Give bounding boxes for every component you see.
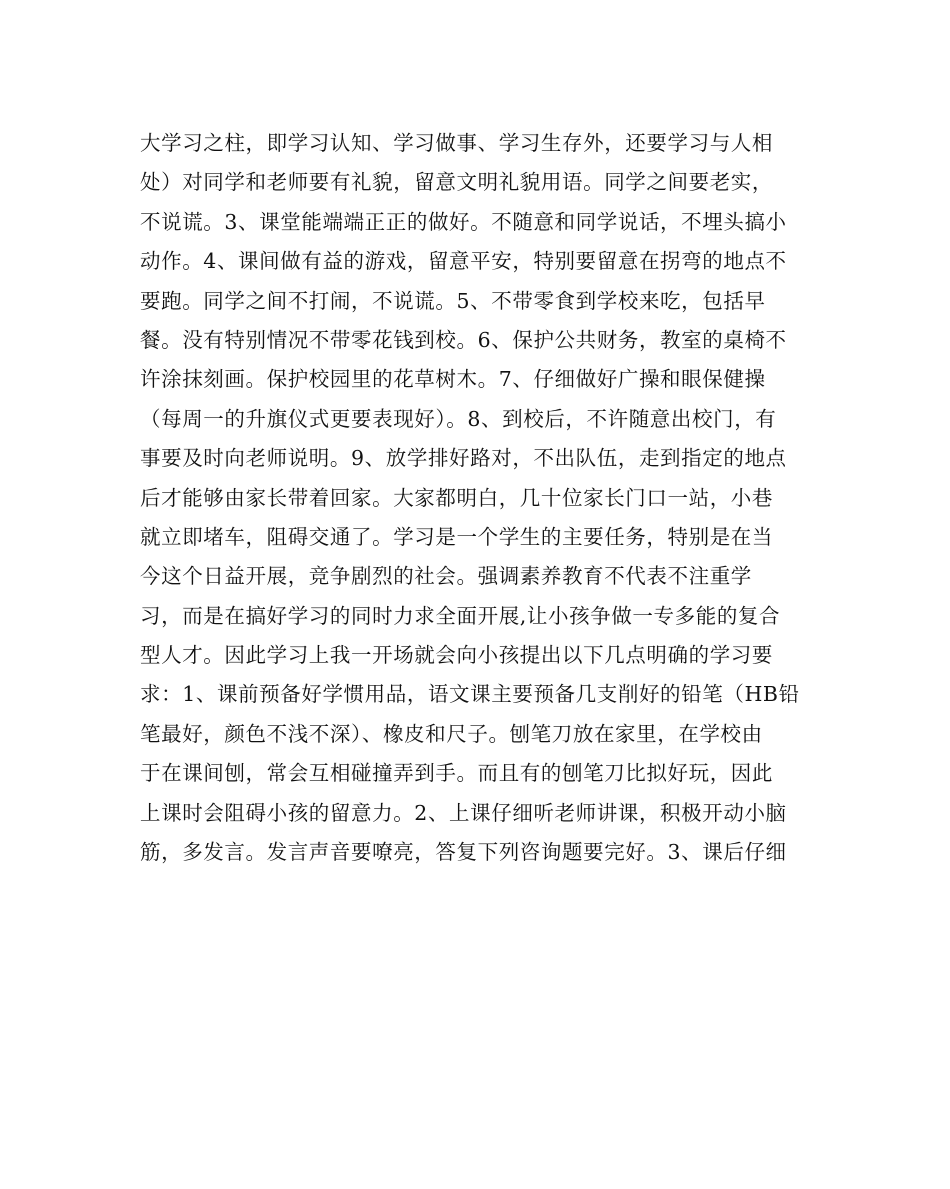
text-line: 习，而是在搞好学习的同时力求全面开展,让小孩争做一专多能的复合: [140, 603, 781, 628]
text-line: 上课时会阻碍小孩的留意力。2、上课仔细听老师讲课，积极开动小脑: [140, 800, 787, 825]
text-line: 于在课间刨，常会互相碰撞弄到手。而且有的刨笔刀比拟好玩，因此: [140, 761, 773, 786]
text-line: 大学习之柱，即学习认知、学习做事、学习生存外，还要学习与人相: [140, 131, 773, 155]
text-line: 笔最好，颜色不浅不深）、橡皮和尺子。刨笔刀放在家里，在学校由: [140, 721, 763, 746]
text-line: 许涂抹刻画。保护校园里的花草树木。7、仔细做好广操和眼保健操: [140, 367, 766, 392]
text-line: 今这个日益开展，竞争剧烈的社会。强调素养教育不代表不注重学: [140, 564, 752, 589]
text-line: 要跑。同学之间不打闹，不说谎。5、不带零食到学校来吃，包括早: [140, 288, 766, 313]
body-text: [140, 124, 820, 872]
text-line: 动作。4、课间做有益的游戏，留意平安，特别要留意在拐弯的地点不: [140, 249, 787, 274]
text-line: 处）对同学和老师要有礼貌，留意文明礼貌用语。同学之间要老实，: [140, 170, 773, 195]
text-line: 求：1、课前预备好学惯用品，语文课主要预备几支削好的铅笔（HB铅: [140, 682, 800, 707]
text-line: 事要及时向老师说明。9、放学排好路对，不出队伍，走到指定的地点: [140, 446, 787, 471]
text-line: （每周一的升旗仪式更要表现好）。8、到校后，不许随意出校门，有: [140, 406, 777, 431]
text-line: 餐。没有特别情况不带零花钱到校。6、保护公共财务，教室的桌椅不: [140, 327, 787, 352]
text-line: 就立即堵车，阻碍交通了。学习是一个学生的主要任务，特别是在当: [140, 524, 773, 549]
text-line: 型人才。因此学习上我一开场就会向小孩提出以下几点明确的学习要: [140, 643, 773, 668]
text-line: 不说谎。3、课堂能端端正正的做好。不随意和同学说话，不埋头搞小: [140, 209, 787, 234]
text-line: 筋，多发言。发言声音要嘹亮，答复下列咨询题要完好。3、课后仔细: [140, 840, 787, 865]
text-line: 后才能够由家长带着回家。大家都明白，几十位家长门口一站，小巷: [140, 485, 773, 510]
